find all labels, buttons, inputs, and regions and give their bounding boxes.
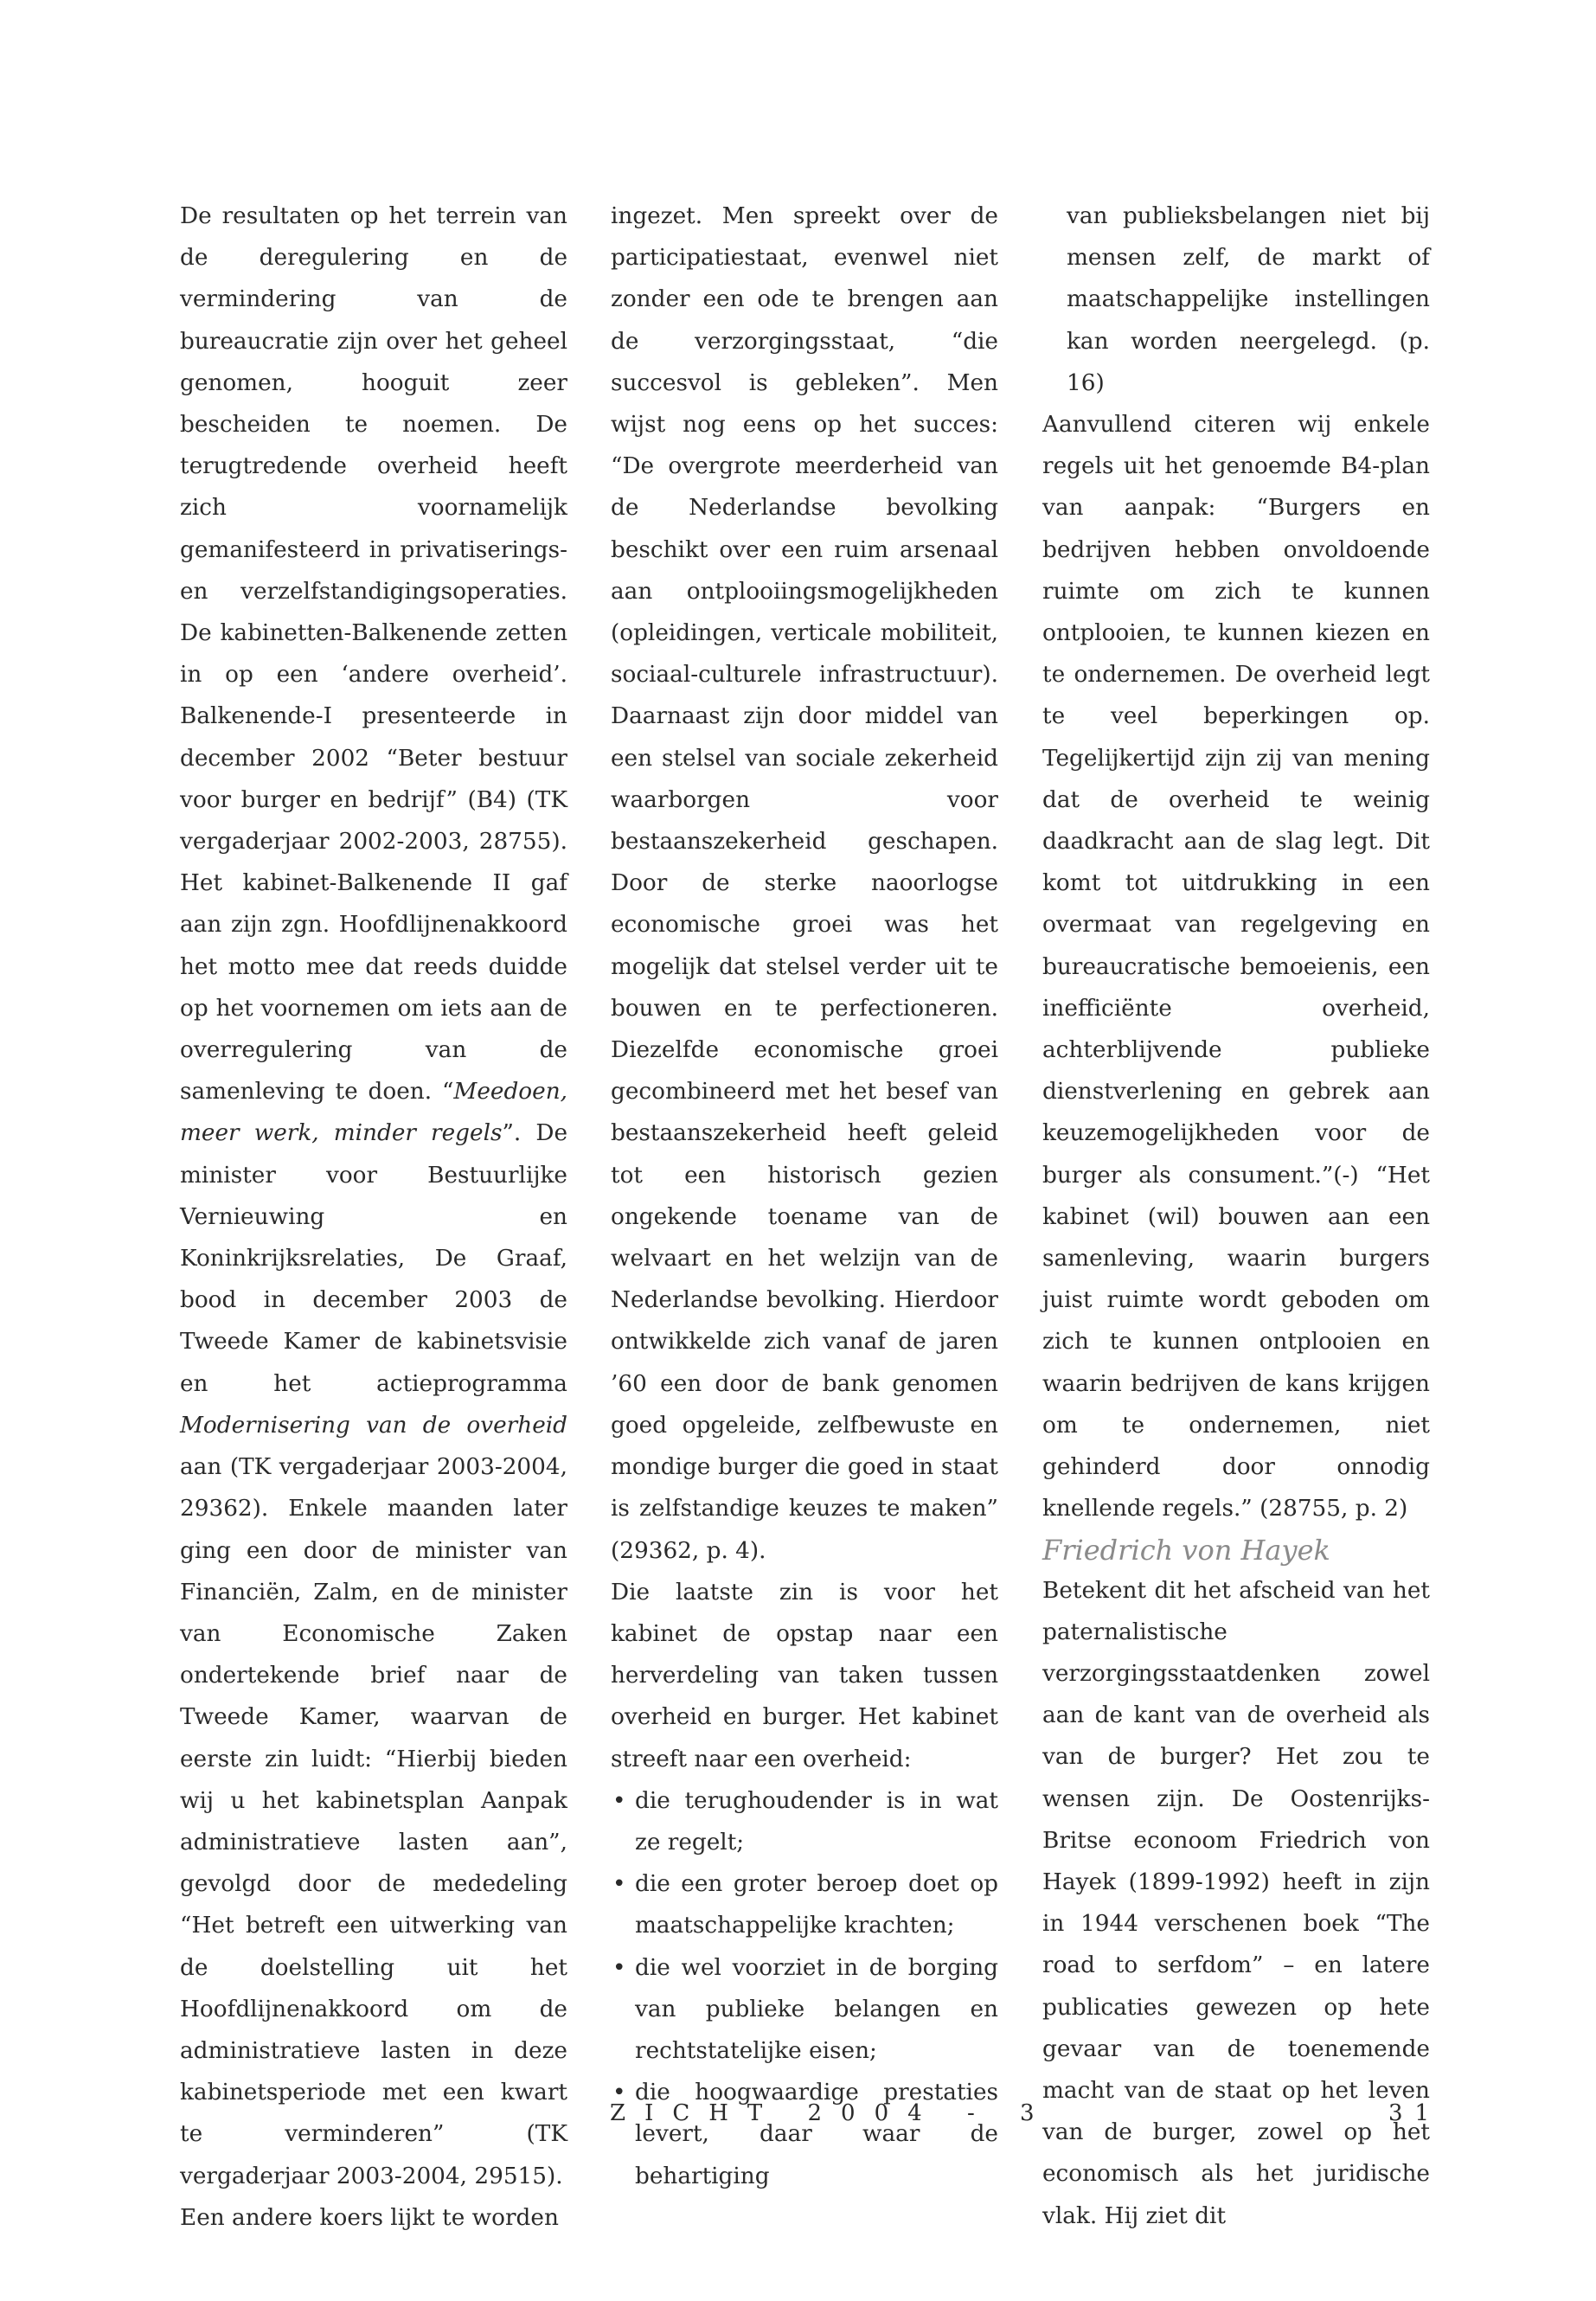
paragraph-kabinet: Die laatste zin is voor het kabinet de opstap naar een herverdeling van taken tussen overheid en burger. Het kabinet streeft naar een overheid:	[611, 1579, 998, 1772]
list-item	[611, 1947, 998, 2073]
paragraph-bullet-continuation: van publieksbelangen niet bij mensen zelf, de markt of maatschappelijke instellingen kan worden neergelegd. (p. 16)	[1067, 203, 1430, 396]
list-item-text: die hoogwaardige prestaties levert, daar waar de behartiging	[635, 2080, 998, 2189]
paragraph-intro	[180, 195, 567, 2197]
section-heading: Friedrich von Hayek	[1042, 1533, 1330, 1567]
list-item-text: die terughoudender is in wat ze regelt;	[635, 1787, 998, 1856]
bullet-icon: •	[612, 1787, 626, 1814]
motto-text: Meedoen, meer werk, minder regels	[180, 1079, 567, 1147]
page-number: 31	[1388, 2100, 1442, 2126]
bullet-icon: •	[612, 1954, 626, 1981]
paragraph-intro-text-a: De resultaten op het terrein van de deregulering en de vermindering van de bureaucratie zijn over het geheel genomen, hooguit zeer bescheiden te noemen. De terugtredende overheid heeft zich voornamelijk gemanifesteerd in privatiserings- en verzelfstandigingsoperaties. De kabinetten-Balkenende zetten in op een ‘andere overheid’. Balkenende-I presenteerde in december 2002 “Beter bestuur voor burger en bedrijf” (B4) (TK vergaderjaar 2002-2003, 28755). Het kabinet-Balkenende II gaf aan zijn zgn. Hoofdlijnenakkoord het motto mee dat reeds duidde op het voornemen om iets aan de overregulering van de samenleving te doen. “	[180, 203, 567, 1106]
paragraph-participatiestaat: ingezet. Men spreekt over de participatiestaat, evenwel niet zonder een ode te brengen aan de verzorgingsstaat, “die succesvol is gebleken”. Men wijst nog eens op het succes: “De overgrote meerderheid van de Nederlandse bevolking beschikt over een ruim arsenaal aan ontplooiingsmogelijkheden (opleidingen, verticale mobiliteit, sociaal-culturele infrastructuur). Daarnaast zijn door middel van een stelsel van sociale zekerheid waarborgen voor bestaanszekerheid geschapen. Door de sterke naoorlogse economische groei was het mogelijk dat stelsel verder uit te bouwen en te perfectioneren. Diezelfde economische groei gecombineerd met het besef van bestaanszekerheid heeft geleid tot een historisch gezien ongekende toename van de welvaart en het welzijn van de Nederlandse bevolking. Hierdoor ontwikkelde zich vanaf de jaren ’60 een door de bank genomen goed opgeleide, zelfbewuste en mondige burger die goed in staat is zelfstandige keuzes te maken” (29362, p. 4).	[611, 203, 998, 1564]
list-item-text: die een groter beroep doet op maatschappelijke krachten;	[635, 1871, 998, 1939]
paragraph-b4-plan: Aanvullend citeren wij enkele regels uit het genoemde B4-plan van aanpak: “Burgers en bedrijven hebben onvoldoende ruimte om zich te kunnen ontplooien, te kunnen kiezen en te ondernemen. De overheid legt te veel beperkingen op. Tegelijkertijd zijn zij van mening dat de overheid te weinig daadkracht aan de slag legt. Dit komt tot uitdrukking in een overmaat van regelgeving en bureaucratische bemoeienis, een inefficiënte overheid, achterblijvende publieke dienstverlening en gebrek aan keuzemogelijkheden voor de burger als consument.”(-) “Het kabinet (wil) bouwen aan een samenleving, waarin burgers juist ruimte wordt geboden om zich te kunnen ontplooien en waarin bedrijven de kans krijgen om te ondernemen, niet gehinderd door onnodig knellende regels.” (28755, p. 2)	[1042, 412, 1430, 1522]
bullet-icon: •	[612, 1871, 626, 1898]
bullet-icon: •	[612, 2080, 626, 2106]
publication-title: Modernisering van de overheid	[180, 1412, 567, 1439]
list-item	[611, 2072, 998, 2197]
paragraph-koers: Een andere koers lijkt te worden	[180, 2204, 559, 2231]
paragraph-hayek: Betekent dit het afscheid van het paternalistische verzorgingsstaatdenken zowel aan de kant van de overheid als van de burger? Het zou te wensen zijn. De Oostenrijks-Britse econoom Friedrich von Hayek (1899-1992) heeft in zijn in 1944 verschenen boek “The road to serfdom” – en latere publicaties gewezen op hete gevaar van de toenemende macht van de staat op het leven van de burger, zowel op het economisch als het juridische vlak. Hij ziet dit	[1042, 1577, 1430, 2229]
paragraph-intro-text-c: aan (TK vergaderjaar 2003-2004, 29362). Enkele maanden later ging een door de minister van Financiën, Zalm, en de minister van Economische Zaken ondertekende brief naar de Tweede Kamer, waarvan de eerste zin luidt: “Hierbij bieden wij u het kabinetsplan Aanpak administratieve lasten aan”, gevolgd door de mededeling “Het betreft een uitwerking van de doelstelling uit het Hoofdlijnenakkoord om de administratieve lasten in deze kabinetsperiode met een kwart te verminderen” (TK vergaderjaar 2003-2004, 29515).	[180, 1454, 567, 2189]
column-1	[180, 195, 567, 2239]
column-3	[1042, 195, 1430, 2237]
list-item	[611, 1780, 998, 1863]
footer-journal-issue: ZICHT 2004 - 3	[610, 2100, 1054, 2126]
column-2	[611, 195, 998, 2197]
list-item-text: die wel voorziet in de borging van publieke belangen en rechtstatelijke eisen;	[635, 1954, 998, 2064]
paragraph-intro-text-b: ”. De minister voor Bestuurlijke Vernieuwing en Koninkrijksrelaties, De Graaf, bood in december 2003 de Tweede Kamer de kabinetsvisie en het actieprogramma	[180, 1120, 568, 1397]
list-item	[611, 1863, 998, 1946]
bullet-list	[611, 1780, 998, 2197]
